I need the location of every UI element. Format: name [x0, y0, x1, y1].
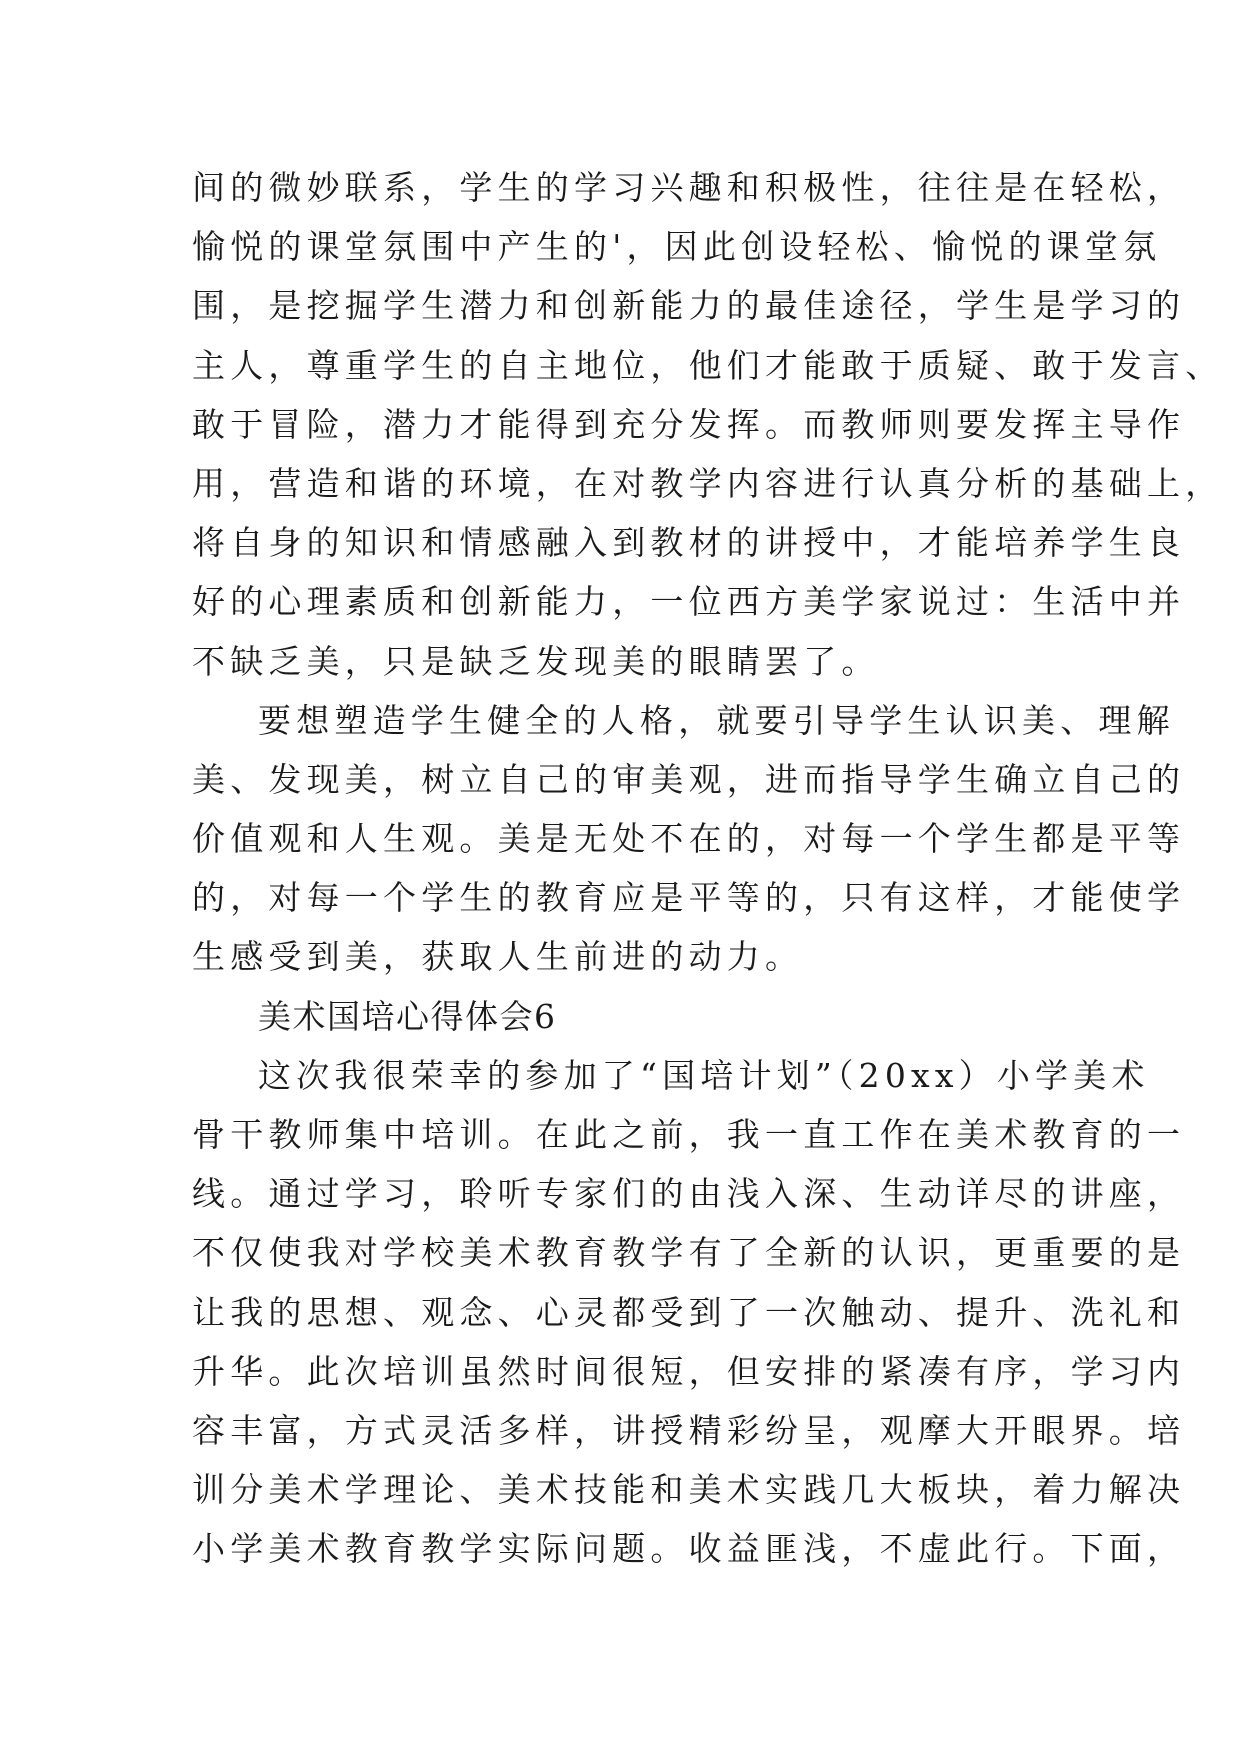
body-line: 将自身的知识和情感融入到教材的讲授中，才能培养学生良	[192, 523, 1186, 563]
paragraph-first-line: 要想塑造学生健全的人格，就要引导学生认识美、理解	[258, 700, 1175, 740]
body-line: 主人，尊重学生的自主地位，他们才能敢于质疑、敢于发言、	[192, 345, 1224, 385]
body-line: 小学美术教育教学实际问题。收益匪浅，不虚此行。下面，	[192, 1529, 1186, 1569]
body-line: 训分美术学理论、美术技能和美术实践几大板块，着力解决	[192, 1470, 1186, 1510]
body-line: 骨干教师集中培训。在此之前，我一直工作在美术教育的一	[192, 1115, 1186, 1154]
body-line: 线。通过学习，聆听专家们的由浅入深、生动详尽的讲座，	[192, 1174, 1186, 1214]
body-line: 价值观和人生观。美是无处不在的，对每一个学生都是平等	[192, 819, 1186, 859]
body-line: 好的心理素质和创新能力，一位西方美学家说过：生活中并	[192, 582, 1186, 622]
body-line: 敢于冒险，潜力才能得到充分发挥。而教师则要发挥主导作	[192, 404, 1186, 444]
body-line: 用，营造和谐的环境，在对教学内容进行认真分析的基础上，	[192, 463, 1224, 503]
body-line: 让我的思想、观念、心灵都受到了一次触动、提升、洗礼和	[192, 1292, 1186, 1332]
document-body	[192, 158, 1224, 1579]
body-line: 不仅使我对学校美术教育教学有了全新的认识，更重要的是	[192, 1233, 1186, 1273]
body-line: 容丰富，方式灵活多样，讲授精彩纷呈，观摩大开眼界。培	[192, 1410, 1186, 1450]
body-line: 不缺乏美，只是缺乏发现美的眼睛罢了。	[192, 641, 880, 681]
body-line: 美、发现美，树立自己的审美观，进而指导学生确立自己的	[192, 759, 1186, 799]
section-heading: 美术国培心得体会6	[258, 996, 557, 1036]
body-line: 生感受到美，获取人生前进的动力。	[192, 937, 804, 977]
body-line: 愉悦的课堂氛围中产生的'，因此创设轻松、愉悦的课堂氛	[192, 227, 1162, 267]
body-line: 的，对每一个学生的教育应是平等的，只有这样，才能使学	[192, 878, 1186, 918]
body-line: 围，是挖掘学生潜力和创新能力的最佳途径，学生是学习的	[192, 286, 1186, 326]
paragraph-first-line: 这次我很荣幸的参加了“国培计划”（20xx）小学美术	[258, 1055, 1150, 1095]
body-line: 升华。此次培训虽然时间很短，但安排的紧凑有序，学习内	[192, 1351, 1186, 1391]
body-line: 间的微妙联系，学生的学习兴趣和积极性，往往是在轻松，	[192, 168, 1186, 207]
